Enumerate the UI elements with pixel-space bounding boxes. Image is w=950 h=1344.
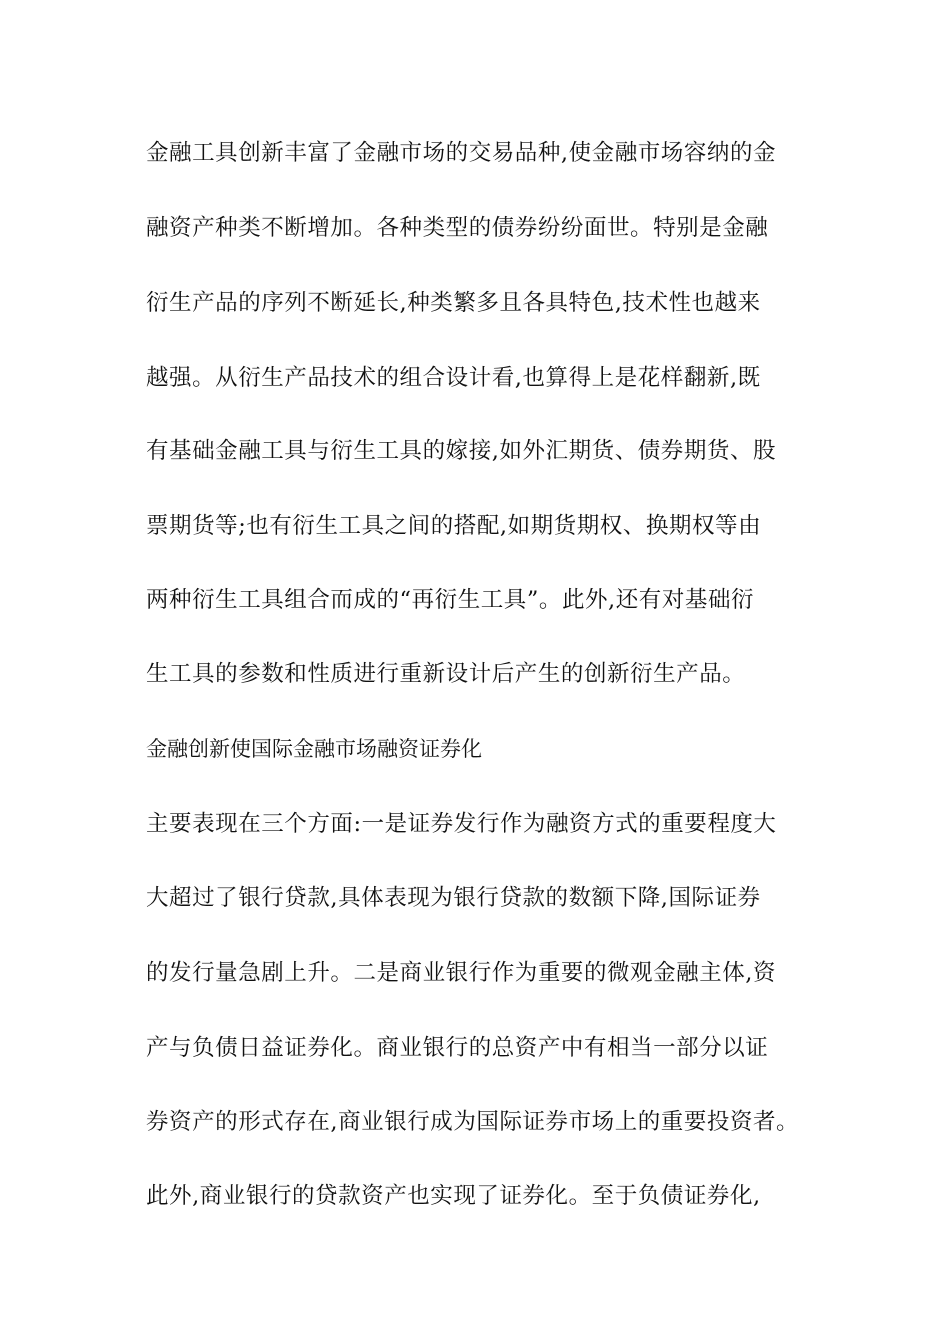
paragraph-line: 主要表现在三个方面:一是证券发行作为融资方式的重要程度大 — [146, 811, 777, 837]
paragraph-line: 的发行量急剧上升。二是商业银行作为重要的微观金融主体,资 — [146, 960, 777, 986]
paragraph-line: 融资产种类不断增加。各种类型的债券纷纷面世。特别是金融 — [146, 215, 769, 241]
paragraph-line: 券资产的形式存在,商业银行成为国际证券市场上的重要投资者。 — [146, 1109, 800, 1135]
paragraph-line: 产与负债日益证券化。商业银行的总资产中有相当一部分以证 — [146, 1035, 769, 1061]
paragraph-line: 大超过了银行贷款,具体表现为银行贷款的数额下降,国际证券 — [146, 885, 761, 911]
paragraph-line: 此外,商业银行的贷款资产也实现了证券化。至于负债证券化, — [146, 1183, 761, 1209]
paragraph-line: 生工具的参数和性质进行重新设计后产生的创新衍生产品。 — [146, 661, 746, 687]
section-heading: 金融创新使国际金融市场融资证券化 — [146, 737, 482, 761]
paragraph-line: 有基础金融工具与衍生工具的嫁接,如外汇期货、债券期货、股 — [146, 438, 777, 464]
paragraph-line: 两种衍生工具组合而成的“再衍生工具”。此外,还有对基础衍 — [146, 587, 755, 613]
paragraph-line: 票期货等;也有衍生工具之间的搭配,如期货期权、换期权等由 — [146, 513, 762, 539]
paragraph-line: 金融工具创新丰富了金融市场的交易品种,使金融市场容纳的金 — [146, 140, 777, 166]
paragraph-line: 衍生产品的序列不断延长,种类繁多且各具特色,技术性也越来 — [146, 290, 761, 316]
paragraph-line: 越强。从衍生产品技术的组合设计看,也算得上是花样翻新,既 — [146, 365, 761, 391]
